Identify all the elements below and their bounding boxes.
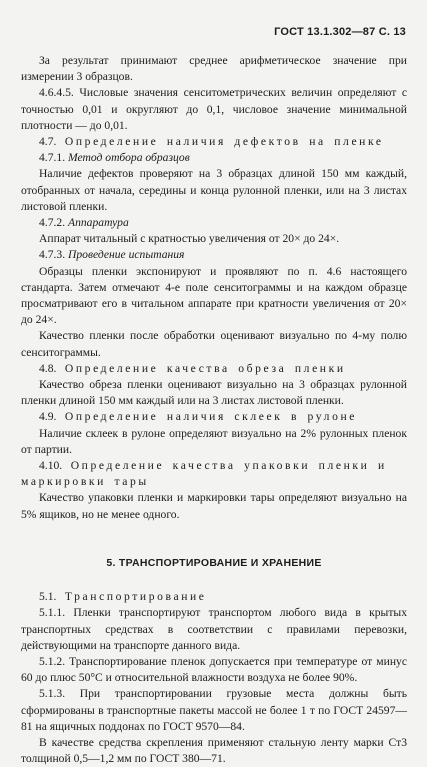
paragraph: 5.1.1. Пленки транспортируют транспортом любого вида в крытых транспортных средствах в соответствии с правилами перевозки, действующими на транспорте данного вида. [21,606,407,652]
section-heading: 5. ТРАНСПОРТИРОВАНИЕ И ХРАНЕНИЕ [106,556,322,569]
clause-number: 4.7. [39,135,57,149]
clause-title: Определение качества обреза пленки [64,361,346,375]
clause-number: 5.1. [39,590,57,604]
clause-heading [21,247,407,263]
clause-number: 4.8. [39,361,57,375]
clause-title: Определение качества упаковки пленки и маркировки тары [21,459,387,489]
paragraph: Образцы пленки экспонируют и проявляют по п. 4.6 настоящего стандарта. Затем отмечают 4-е поле сенситограммы и на каждом образце просматривают его в читальном аппарате при кратности увеличения от 20× до 24×. [21,264,407,327]
clause-title: Аппаратура [68,216,129,230]
paragraph: Качество упаковки пленки и маркировки тары определяют визуально на 5% ящиков, но не менее одного. [21,491,407,521]
clause-number: 4.7.1. [39,151,66,165]
clause-title: Проведение испытания [68,248,185,262]
clause-number: 4.7.3. [39,248,66,262]
page-header: ГОСТ 13.1.302—87 С. 13 [274,26,406,38]
paragraph: Наличие склеек в рулоне определяют визуально на 2% рулонных пленок от партии. [21,426,407,456]
clause-title: Определение наличия склеек в рулоне [64,410,358,424]
paragraph: За результат принимают среднее арифметическое значение при измерении 3 образцов. [21,54,407,84]
clause-heading [21,150,407,166]
clause-title: Транспортирование [64,590,207,604]
subsection-heading [21,458,407,490]
document-body [21,53,407,767]
clause-heading [21,215,407,231]
subsection-heading [21,409,407,425]
clause-number: 4.9. [39,410,57,424]
subsection-heading [21,589,407,605]
clause-title: Метод отбора образцов [68,151,190,165]
subsection-heading [21,134,407,150]
paragraph: В качестве средства скрепления применяют стальную ленту марки Ст3 толщиной 0,5—1,2 мм по ГОСТ 380—71. [21,735,407,766]
clause-number: 4.10. [39,459,63,473]
paragraph: Наличие дефектов проверяют на 3 образцах длиной 150 мм каждый, отобранных от начала, середины и конца рулонной пленки, или на 3 листах листовой пленки. [21,167,407,213]
paragraph: Аппарат читальный с кратностью увеличения от 20× до 24×. [39,232,340,246]
subsection-heading [21,361,407,377]
paragraph: 5.1.3. При транспортировании грузовые места должны быть сформированы в транспортные пакеты массой не более 1 т по ГОСТ 24597—81 на ящичных поддонах по ГОСТ 9570—84. [21,687,407,733]
paragraph: Качество пленки после обработки оценивают визуально по 4-му полю сенситограммы. [21,329,407,359]
paragraph: 4.6.4.5. Числовые значения сенситометрических величин определяют с точностью 0,01 и округляют до 0,1, числовое значение минимальной плотности — до 0,01. [21,86,407,132]
clause-number: 4.7.2. [39,216,66,230]
paragraph: 5.1.2. Транспортирование пленок допускается при температуре от минус 60 до плюс 50°С и относительной влажности воздуха не более 90%. [21,654,407,685]
paragraph: Качество обреза пленки оценивают визуально на 3 образцах рулонной пленки длиной 150 мм каждый или на 3 листах листовой пленки. [21,378,407,408]
clause-title: Определение наличия дефектов на пленке [64,135,384,149]
